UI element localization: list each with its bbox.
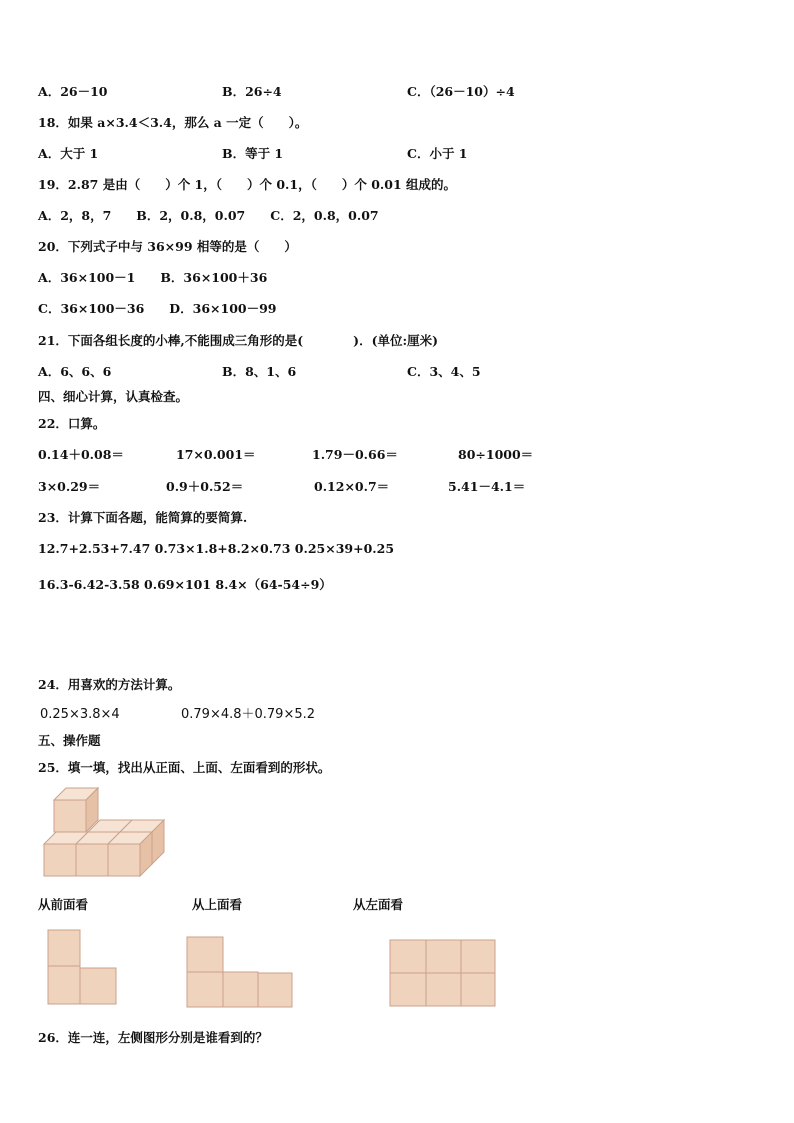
cube-stack-figure: [40, 786, 172, 882]
q25-stem: 25．填一填，找出从正面、上面、左面看到的形状。: [38, 760, 331, 775]
q23-stem: 23．计算下面各题，能简算的要简算.: [38, 510, 248, 525]
q21-stem: 21．下面各组长度的小棒,不能围成三角形的是( )．(单位:厘米): [38, 333, 439, 348]
q24-stem: 24．用喜欢的方法计算。: [38, 677, 181, 692]
q21-option-a[interactable]: A．6、6、6: [38, 364, 112, 379]
q22-item-8: 5.41－4.1＝: [448, 479, 526, 494]
front-view-shape: [47, 929, 119, 1007]
q17-option-c[interactable]: C．（26－10）÷4: [407, 84, 515, 99]
q18-option-c[interactable]: C．小于 1: [407, 146, 468, 161]
q21-option-b[interactable]: B．8、1、6: [222, 364, 297, 379]
view-label-left: 从左面看: [353, 897, 404, 912]
q22-item-5: 3×0.29＝: [38, 479, 101, 494]
top-view-shape: [186, 936, 294, 1010]
q22-item-3: 1.79－0.66＝: [312, 447, 398, 462]
q20-options-row1[interactable]: A．36×100－1 B．36×100＋36: [38, 270, 268, 285]
q18-option-a[interactable]: A．大于 1: [38, 146, 99, 161]
q19-options[interactable]: A．2，8，7 B．2，0.8，0.07 C．2，0.8，0.07: [38, 208, 379, 223]
q21-option-c[interactable]: C．3、4、5: [407, 364, 481, 379]
section-5-heading: 五、操作题: [38, 733, 101, 748]
q22-item-1: 0.14＋0.08＝: [38, 447, 124, 462]
q17-option-b[interactable]: B．26÷4: [222, 84, 282, 99]
q18-stem: 18．如果 a×3.4＜3.4，那么 a 一定（ ）。: [38, 115, 308, 130]
cube-upper-front: [54, 800, 86, 832]
left-view-shape: [389, 939, 497, 1009]
view-label-front: 从前面看: [38, 897, 89, 912]
q23-row2: 16.3-6.42-3.58 0.69×101 8.4×（64-54÷9）: [38, 577, 332, 592]
q22-item-6: 0.9＋0.52＝: [166, 479, 244, 494]
section-4-heading: 四、细心计算，认真检查。: [38, 389, 189, 404]
q18-option-b[interactable]: B．等于 1: [222, 146, 284, 161]
view-label-top: 从上面看: [192, 897, 243, 912]
q26-stem: 26．连一连，左侧图形分别是谁看到的？: [38, 1030, 268, 1045]
q20-options-row2[interactable]: C．36×100－36 D．36×100－99: [38, 301, 277, 316]
q24-expr-1: 0.25×3.8×4: [40, 707, 120, 722]
q22-item-4: 80÷1000＝: [458, 447, 534, 462]
cube-front-1: [44, 844, 76, 876]
q22-stem: 22．口算。: [38, 416, 106, 431]
q24-expr-2: 0.79×4.8＋0.79×5.2: [181, 707, 316, 722]
q22-item-2: 17×0.001＝: [176, 447, 256, 462]
q19-stem: 19．2.87 是由（ ）个 1，（ ）个 0.1，（ ）个 0.01 组成的。: [38, 177, 456, 192]
q20-stem: 20．下列式子中与 36×99 相等的是（ ）: [38, 239, 297, 254]
q17-option-a[interactable]: A．26－10: [38, 84, 108, 99]
q22-item-7: 0.12×0.7＝: [314, 479, 390, 494]
cube-front-3: [108, 844, 140, 876]
cube-front-2: [76, 844, 108, 876]
q23-row1: 12.7+2.53+7.47 0.73×1.8+8.2×0.73 0.25×39+0.25: [38, 541, 395, 556]
